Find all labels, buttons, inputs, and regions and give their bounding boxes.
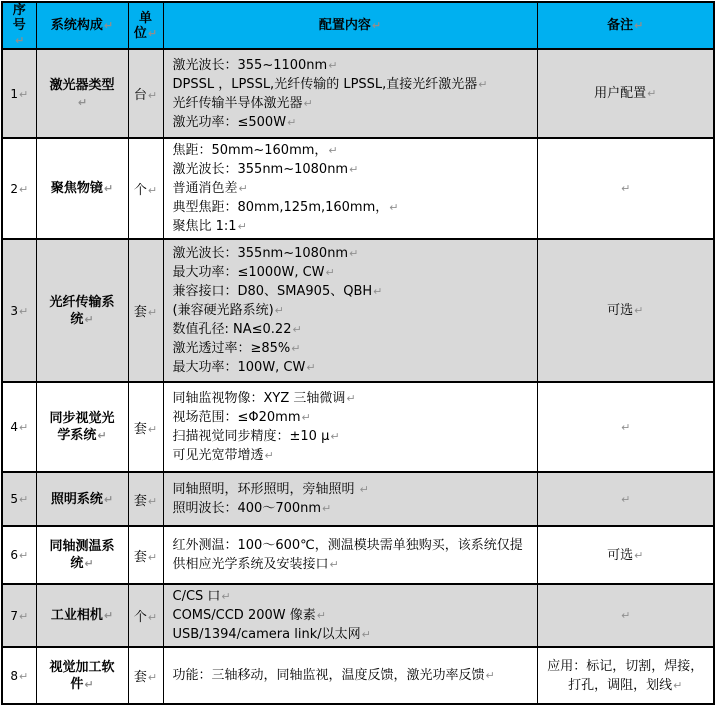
paragraph-mark: ↵ (634, 304, 644, 317)
config-content-cell (163, 584, 537, 647)
line-text: 同轴照明，环形照明，旁轴照明 (172, 482, 359, 497)
text-line (173, 179, 531, 198)
remark-cell (537, 647, 714, 704)
paragraph-mark: ↵ (147, 184, 158, 197)
paragraph-mark: ↵ (18, 549, 29, 562)
text-line (546, 490, 706, 509)
row-number: 5 (10, 492, 18, 506)
row-number-cell (2, 472, 36, 526)
paragraph-mark: ↵ (238, 182, 248, 195)
config-content-cell (163, 138, 537, 239)
spec-table (1, 1, 715, 705)
header-cell-system (36, 2, 128, 49)
system-name: 激光器类型 (49, 77, 115, 93)
line-text: 光纤传输半导体激光器 (172, 95, 303, 111)
row-number: 6 (10, 548, 18, 562)
line-text: (兼容硬光路系统) (172, 303, 274, 318)
text-line (173, 606, 531, 625)
text-line (546, 606, 706, 625)
unit-cell (128, 49, 163, 138)
line-text: 可选 (607, 303, 634, 318)
line-text: 最大功率：100W, CW (172, 360, 306, 375)
remark-cell (537, 239, 714, 382)
line-text: 典型焦距：80mm,125m,160mm， (172, 200, 389, 215)
table-header (2, 2, 714, 49)
paragraph-mark: ↵ (103, 492, 114, 506)
system-name: 同轴测温系统 (49, 539, 115, 571)
header-label: 序号 (12, 3, 26, 33)
text-line (173, 263, 531, 282)
paragraph-mark: ↵ (264, 449, 274, 462)
line-text: 功能：三轴移动，同轴监视，温度反馈，激光功率反馈 (172, 668, 485, 683)
line-text: 兼容接口：D80、SMA905、QBH (172, 284, 373, 299)
header-label: 系统构成 (50, 18, 103, 33)
system-name-cell (36, 382, 128, 472)
paragraph-mark: ↵ (18, 421, 29, 434)
config-content-cell (163, 49, 537, 138)
system-name-cell (36, 526, 128, 584)
row-number: 8 (10, 668, 18, 683)
text-line (173, 244, 531, 263)
system-name: 聚焦物镜 (50, 181, 103, 196)
paragraph-mark: ↵ (389, 201, 399, 214)
paragraph-mark: ↵ (147, 550, 158, 564)
text-line (546, 84, 706, 103)
header-cell-unit (128, 2, 163, 49)
text-line (173, 587, 531, 606)
row-number: 4 (10, 420, 18, 434)
paragraph-mark: ↵ (147, 89, 158, 102)
header-cell-config (163, 2, 537, 49)
system-name-cell (36, 49, 128, 138)
table-row (2, 472, 714, 526)
paragraph-mark: ↵ (303, 96, 313, 110)
line-text: USB/1394/camera link/以太网 (172, 627, 361, 642)
unit-cell (128, 472, 163, 526)
table-row (2, 49, 714, 138)
text-line (173, 141, 531, 160)
line-text: 最大功率：≤1000W, CW (172, 265, 325, 280)
text-line (173, 625, 531, 644)
system-name-cell (36, 472, 128, 526)
paragraph-mark: ↵ (328, 58, 338, 72)
paragraph-mark: ↵ (322, 502, 332, 515)
table-body (2, 49, 714, 704)
paragraph-mark: ↵ (330, 430, 340, 443)
row-number-cell (2, 138, 36, 239)
paragraph-mark: ↵ (316, 609, 326, 622)
unit-value: 套 (133, 305, 147, 320)
config-content-cell (163, 526, 537, 584)
text-line (546, 657, 706, 695)
table-row (2, 382, 714, 472)
table-row (2, 526, 714, 584)
table-row (2, 647, 714, 704)
paragraph-mark: ↵ (301, 411, 311, 424)
text-line (173, 198, 531, 217)
line-text: C/CS 口 (172, 589, 221, 604)
line-text: 激光波长：355nm~1080nm (172, 246, 349, 261)
line-text: 激光波长：355~1100nm (172, 57, 328, 73)
paragraph-mark: ↵ (306, 361, 316, 374)
line-text: 聚焦比 1:1 (172, 219, 237, 234)
paragraph-mark: ↵ (18, 182, 29, 196)
paragraph-mark: ↵ (147, 422, 158, 436)
unit-value: 套 (133, 421, 147, 437)
paragraph-mark: ↵ (18, 87, 29, 101)
config-content-cell (163, 647, 537, 704)
line-text: DPSSL ，LPSSL,光纤传输的 LPSSL,直接光纤激光器 (172, 76, 478, 92)
paragraph-mark: ↵ (221, 590, 231, 603)
system-name: 工业相机 (50, 608, 103, 623)
text-line (173, 358, 531, 377)
text-line (173, 339, 531, 358)
row-number: 7 (10, 608, 18, 623)
paragraph-mark: ↵ (18, 669, 29, 683)
table-row (2, 138, 714, 239)
system-name: 光纤传输系统 (49, 294, 115, 327)
paragraph-mark: ↵ (103, 182, 114, 195)
config-content-cell (163, 382, 537, 472)
paragraph-mark: ↵ (485, 669, 495, 682)
remark-cell (537, 472, 714, 526)
row-number: 3 (10, 303, 18, 318)
text-line (173, 217, 531, 236)
system-name: 同步视觉光学系统 (49, 411, 115, 443)
row-number: 2 (10, 181, 18, 196)
table-row (2, 584, 714, 647)
paragraph-mark: ↵ (97, 429, 107, 442)
unit-cell (128, 526, 163, 584)
unit-value: 套 (133, 493, 147, 509)
row-number-cell (2, 382, 36, 472)
paragraph-mark: ↵ (329, 558, 339, 571)
paragraph-mark: ↵ (634, 19, 644, 32)
system-name-cell (36, 239, 128, 382)
paragraph-mark: ↵ (84, 557, 94, 570)
text-line (546, 179, 706, 198)
line-text: 扫描视觉同步精度：±10 μ (172, 429, 330, 444)
system-name-cell (36, 138, 128, 239)
row-number-cell (2, 647, 36, 704)
row-number: 1 (10, 86, 18, 101)
paragraph-mark: ↵ (103, 19, 114, 32)
text-line (173, 301, 531, 320)
text-line (173, 56, 531, 75)
remark-cell (537, 526, 714, 584)
remark-cell (537, 138, 714, 239)
paragraph-mark: ↵ (478, 77, 488, 91)
paragraph-mark: ↵ (361, 628, 371, 641)
paragraph-mark: ↵ (621, 420, 631, 434)
paragraph-mark: ↵ (84, 312, 94, 326)
unit-value: 套 (133, 549, 147, 565)
text-line (173, 666, 531, 685)
line-text: 激光波长：355nm~1080nm (172, 162, 349, 177)
paragraph-mark: ↵ (103, 609, 114, 622)
text-line (173, 320, 531, 339)
line-text: 普通消色差 (172, 181, 238, 196)
text-line (173, 499, 531, 518)
paragraph-mark: ↵ (346, 392, 356, 405)
paragraph-mark: ↵ (18, 493, 29, 506)
paragraph-mark: ↵ (373, 285, 383, 298)
row-number-cell (2, 239, 36, 382)
paragraph-mark: ↵ (18, 304, 29, 318)
config-content-cell (163, 472, 537, 526)
text-line (173, 536, 531, 574)
remark-cell (537, 49, 714, 138)
paragraph-mark: ↵ (634, 548, 644, 562)
unit-value: 个 (133, 610, 147, 625)
text-line (173, 408, 531, 427)
remark-cell (537, 584, 714, 647)
system-name: 照明系统 (50, 491, 103, 507)
paragraph-mark: ↵ (325, 266, 335, 279)
paragraph-mark: ↵ (77, 95, 88, 109)
text-line (546, 301, 706, 320)
unit-value: 个 (133, 183, 147, 198)
table-row (2, 239, 714, 382)
paragraph-mark: ↵ (147, 611, 158, 624)
unit-value: 台 (133, 88, 147, 103)
system-name: 视觉加工软件 (49, 659, 115, 692)
line-text: COMS/CCD 200W 像素 (172, 608, 316, 623)
paragraph-mark: ↵ (147, 494, 158, 508)
paragraph-mark: ↵ (147, 26, 158, 40)
line-text: 视场范围：≤Φ20mm (172, 410, 301, 425)
paragraph-mark: ↵ (274, 304, 284, 317)
text-line (173, 389, 531, 408)
header-label: 配置内容 (318, 18, 371, 33)
line-text: 激光功率：≤500W (172, 114, 287, 130)
line-text: 激光透过率：≥85% (172, 341, 291, 356)
paragraph-mark: ↵ (349, 247, 359, 260)
header-label: 单位 (133, 10, 152, 41)
paragraph-mark: ↵ (147, 306, 158, 319)
line-text: 红外测温：100～600℃，测温模块需单独购买，该系统仅提供相应光学系统及安装接口 (172, 538, 523, 572)
line-text: 焦距：50mm~160mm， (172, 143, 328, 158)
row-number-cell (2, 49, 36, 138)
unit-value: 套 (133, 670, 147, 685)
text-line (173, 94, 531, 113)
paragraph-mark: ↵ (359, 483, 369, 496)
remark-cell (537, 382, 714, 472)
paragraph-mark: ↵ (287, 115, 297, 129)
text-line (173, 160, 531, 179)
paragraph-mark: ↵ (292, 323, 302, 336)
text-line (173, 427, 531, 446)
line-text: 应用：标记，切割，焊接，打孔，调阻，划线 (547, 658, 704, 693)
line-text: 数值孔径: NA≤0.22 (172, 322, 292, 337)
text-line (546, 418, 706, 437)
paragraph-mark: ↵ (621, 492, 631, 506)
header-label: 备注 (607, 18, 634, 33)
paragraph-mark: ↵ (371, 19, 382, 32)
line-text: 照明波长：400～700nm (172, 501, 322, 516)
unit-cell (128, 647, 163, 704)
text-line (173, 480, 531, 499)
text-line (173, 113, 531, 132)
paragraph-mark: ↵ (15, 34, 25, 47)
line-text: 同轴监视物像：XYZ 三轴微调 (172, 391, 346, 406)
line-text: 可选 (607, 547, 634, 563)
header-cell-remark (537, 2, 714, 49)
row-number-cell (2, 526, 36, 584)
paragraph-mark: ↵ (291, 342, 301, 355)
unit-cell (128, 382, 163, 472)
line-text: 用户配置 (594, 86, 647, 101)
text-line (173, 446, 531, 465)
row-number-cell (2, 584, 36, 647)
paragraph-mark: ↵ (673, 678, 683, 692)
text-line (173, 75, 531, 94)
unit-cell (128, 138, 163, 239)
paragraph-mark: ↵ (647, 87, 657, 100)
system-name-cell (36, 584, 128, 647)
config-content-cell (163, 239, 537, 382)
line-text: 可见光宽带增透 (172, 448, 264, 463)
unit-cell (128, 239, 163, 382)
system-name-cell (36, 647, 128, 704)
paragraph-mark: ↵ (621, 609, 631, 622)
paragraph-mark: ↵ (18, 609, 29, 623)
paragraph-mark: ↵ (621, 182, 631, 195)
paragraph-mark: ↵ (84, 677, 94, 691)
header-cell-no (2, 2, 36, 49)
paragraph-mark: ↵ (147, 671, 158, 684)
paragraph-mark: ↵ (237, 220, 247, 233)
unit-cell (128, 584, 163, 647)
text-line (546, 546, 706, 565)
header-row (2, 2, 714, 49)
text-line (173, 282, 531, 301)
paragraph-mark: ↵ (349, 163, 359, 176)
paragraph-mark: ↵ (328, 144, 338, 157)
